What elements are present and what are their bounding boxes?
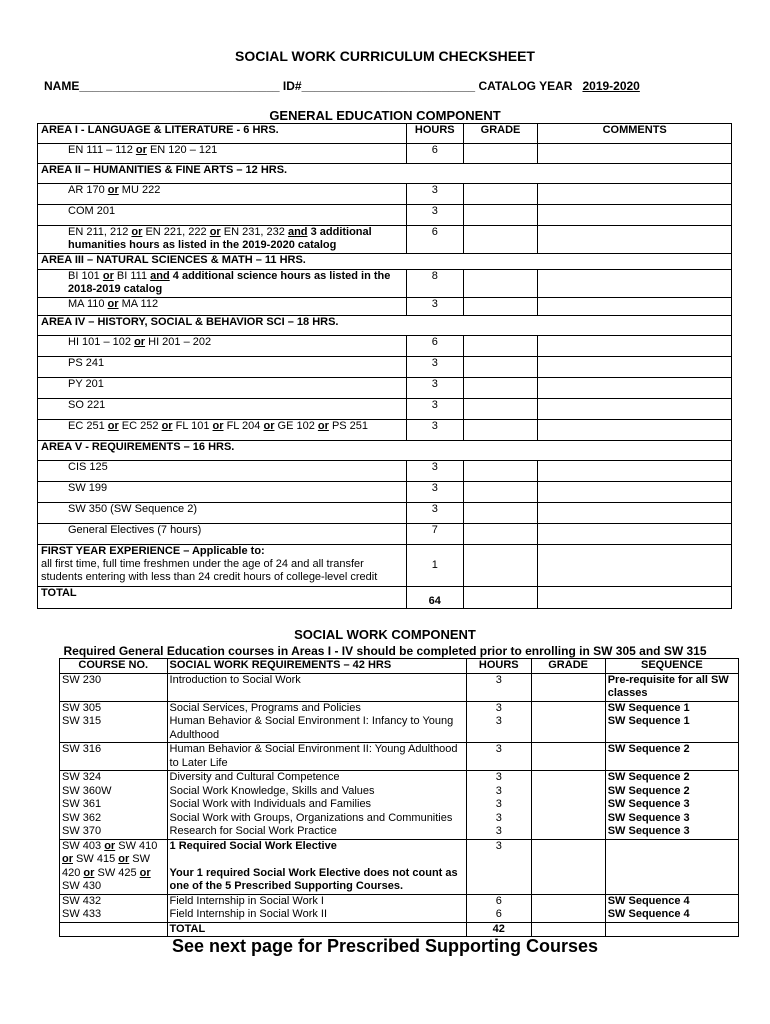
grade-cell[interactable]	[463, 357, 538, 378]
table-row	[38, 357, 732, 378]
grade-cell[interactable]	[463, 298, 538, 316]
table-row	[60, 785, 739, 799]
total-hours: 42	[467, 922, 531, 937]
course-cell: EN 211, 212 or EN 221, 222 or EN 231, 232 and 3 additional humanities hours as listed in the 2019-2020 catalog	[38, 226, 407, 254]
course-cell: General Electives (7 hours)	[38, 524, 407, 545]
sequence-cell	[605, 839, 738, 894]
hours-cell: 3	[406, 503, 463, 524]
comments-cell[interactable]	[538, 226, 732, 254]
table-row	[38, 205, 732, 226]
course-cell: EN 111 – 112 or EN 120 – 121	[38, 144, 407, 164]
course-title: Social Services, Programs and Policies	[167, 701, 467, 715]
comments-cell[interactable]	[538, 399, 732, 420]
area-heading: AREA II – HUMANITIES & FINE ARTS – 12 HRS.	[38, 164, 732, 184]
course-no: SW 230	[60, 673, 168, 701]
comments-cell[interactable]	[538, 336, 732, 357]
hours-cell: 3	[467, 673, 531, 701]
grade-cell[interactable]	[531, 673, 605, 701]
area-row	[38, 164, 732, 184]
course-cell: PY 201	[38, 378, 407, 399]
sequence-cell: SW Sequence 4	[605, 908, 738, 922]
first-year-experience-cell: FIRST YEAR EXPERIENCE – Applicable to: all first time, full time freshmen under the age of 24 and all transfer students entering with less than 24 credit hours of college-level credit	[38, 545, 407, 587]
col-hours-header: HOURS	[467, 659, 531, 674]
course-title: Research for Social Work Practice	[167, 825, 467, 839]
sw-prerequisite-note: Required General Education courses in Areas I - IV should be completed prior to enrolling in SW 305 and SW 315	[63, 644, 707, 658]
course-no: SW 361	[60, 798, 168, 812]
course-no: SW 362	[60, 812, 168, 826]
grade-cell[interactable]	[463, 336, 538, 357]
sw-header-row	[60, 659, 739, 674]
elective-course-options: SW 403 or SW 410 or SW 415 or SW 420 or SW 425 or SW 430	[60, 839, 168, 894]
comments-cell[interactable]	[538, 270, 732, 298]
course-no: SW 432	[60, 894, 168, 908]
hours-cell: 3	[467, 715, 531, 743]
grade-cell[interactable]	[463, 587, 538, 609]
grade-cell[interactable]	[531, 839, 605, 894]
table-row	[38, 144, 732, 164]
course-cell: MA 110 or MA 112	[38, 298, 407, 316]
course-no: SW 360W	[60, 785, 168, 799]
grade-cell[interactable]	[531, 908, 605, 922]
total-hours: 64	[406, 587, 463, 609]
course-cell: HI 101 – 102 or HI 201 – 202	[38, 336, 407, 357]
table-row	[38, 336, 732, 357]
sequence-cell: SW Sequence 3	[605, 798, 738, 812]
course-title: Field Internship in Social Work II	[167, 908, 467, 922]
table-row	[60, 701, 739, 715]
course-cell: SO 221	[38, 399, 407, 420]
comments-cell[interactable]	[538, 420, 732, 441]
grade-cell[interactable]	[531, 825, 605, 839]
total-label: TOTAL	[167, 922, 467, 937]
grade-cell[interactable]	[531, 743, 605, 771]
table-row	[60, 812, 739, 826]
hours-cell: 3	[467, 812, 531, 826]
col-requirements-header: SOCIAL WORK REQUIREMENTS – 42 HRS	[167, 659, 467, 674]
col-grade-header: GRADE	[531, 659, 605, 674]
hours-cell: 3	[467, 771, 531, 785]
course-cell: CIS 125	[38, 461, 407, 482]
table-row	[38, 482, 732, 503]
footer-note: See next page for Prescribed Supporting Courses	[171, 936, 599, 956]
comments-cell[interactable]	[538, 205, 732, 226]
hours-cell: 3	[406, 482, 463, 503]
grade-cell[interactable]	[463, 144, 538, 164]
grade-cell[interactable]	[463, 270, 538, 298]
course-title: Introduction to Social Work	[167, 673, 467, 701]
grade-cell[interactable]	[531, 715, 605, 743]
sequence-cell: SW Sequence 3	[605, 825, 738, 839]
hours-cell: 1	[406, 545, 463, 587]
table-row	[38, 298, 732, 316]
total-label: TOTAL	[38, 587, 407, 609]
grade-cell[interactable]	[463, 420, 538, 441]
grade-cell[interactable]	[463, 482, 538, 503]
table-row	[60, 839, 739, 894]
area-row	[38, 441, 732, 461]
sequence-cell: SW Sequence 1	[605, 715, 738, 743]
comments-cell[interactable]	[538, 378, 732, 399]
sequence-cell: SW Sequence 2	[605, 785, 738, 799]
hours-cell: 3	[406, 420, 463, 441]
total-row	[38, 587, 732, 609]
total-row	[60, 922, 739, 937]
course-cell: SW 350 (SW Sequence 2)	[38, 503, 407, 524]
col-sequence-header: SEQUENCE	[605, 659, 738, 674]
table-row	[38, 399, 732, 420]
sequence-cell: SW Sequence 2	[605, 771, 738, 785]
hours-cell: 3	[406, 184, 463, 205]
hours-cell: 3	[406, 205, 463, 226]
course-title: Field Internship in Social Work I	[167, 894, 467, 908]
hours-cell: 6	[467, 908, 531, 922]
page-title: SOCIAL WORK CURRICULUM CHECKSHEET	[235, 48, 535, 64]
hours-cell: 3	[467, 785, 531, 799]
hours-cell: 6	[406, 144, 463, 164]
col-course-header: COURSE NO.	[60, 659, 168, 674]
course-no: SW 324	[60, 771, 168, 785]
elective-description: 1 Required Social Work Elective Your 1 required Social Work Elective does not count as one of the 5 Prescribed Supporting Courses.	[167, 839, 467, 894]
grade-cell[interactable]	[531, 771, 605, 785]
comments-cell[interactable]	[538, 545, 732, 587]
hours-cell: 3	[467, 701, 531, 715]
table-row	[60, 908, 739, 922]
course-cell: PS 241	[38, 357, 407, 378]
table-row	[38, 270, 732, 298]
comments-cell[interactable]	[538, 144, 732, 164]
student-info-row	[44, 79, 734, 93]
catalog-year-value: 2019-2020	[582, 79, 640, 93]
hours-cell: 3	[406, 378, 463, 399]
col-grade-header: GRADE	[463, 124, 538, 144]
ge-heading: GENERAL EDUCATION COMPONENT	[269, 108, 501, 123]
course-title: Social Work Knowledge, Skills and Values	[167, 785, 467, 799]
grade-cell[interactable]	[531, 798, 605, 812]
hours-cell: 3	[406, 357, 463, 378]
sw-heading: SOCIAL WORK COMPONENT	[294, 627, 476, 642]
grade-cell[interactable]	[463, 524, 538, 545]
grade-cell[interactable]	[531, 701, 605, 715]
table-row	[38, 524, 732, 545]
table-row	[38, 378, 732, 399]
hours-cell: 3	[467, 825, 531, 839]
area-heading: AREA III – NATURAL SCIENCES & MATH – 11 HRS.	[38, 254, 732, 270]
table-row	[60, 715, 739, 743]
sequence-cell: SW Sequence 4	[605, 894, 738, 908]
table-row	[38, 420, 732, 441]
table-row	[60, 771, 739, 785]
hours-cell: 7	[406, 524, 463, 545]
grade-cell[interactable]	[463, 503, 538, 524]
comments-cell[interactable]	[538, 184, 732, 205]
area-heading: AREA V - REQUIREMENTS – 16 HRS.	[38, 441, 732, 461]
course-no: SW 315	[60, 715, 168, 743]
grade-cell[interactable]	[531, 785, 605, 799]
course-title: Social Work with Groups, Organizations and Communities	[167, 812, 467, 826]
grade-cell[interactable]	[531, 922, 605, 937]
social-work-table	[59, 658, 739, 937]
comments-cell[interactable]	[538, 357, 732, 378]
table-row	[60, 743, 739, 771]
comments-cell[interactable]	[538, 298, 732, 316]
grade-cell[interactable]	[531, 894, 605, 908]
course-title: Social Work with Individuals and Families	[167, 798, 467, 812]
table-row	[38, 184, 732, 205]
course-title: Human Behavior & Social Environment II: Young Adulthood to Later Life	[167, 743, 467, 771]
area-heading: AREA IV – HISTORY, SOCIAL & BEHAVIOR SCI – 18 HRS.	[38, 316, 732, 336]
comments-cell[interactable]	[538, 587, 732, 609]
comments-cell[interactable]	[538, 524, 732, 545]
grade-cell[interactable]	[463, 399, 538, 420]
hours-cell: 6	[406, 226, 463, 254]
table-row	[60, 673, 739, 701]
course-title: Diversity and Cultural Competence	[167, 771, 467, 785]
course-no: SW 433	[60, 908, 168, 922]
id-field[interactable]: ID#__________________________	[282, 79, 476, 93]
course-cell: EC 251 or EC 252 or FL 101 or FL 204 or GE 102 or PS 251	[38, 420, 407, 441]
col-comments-header: COMMENTS	[538, 124, 732, 144]
table-row	[60, 825, 739, 839]
comments-cell[interactable]	[538, 503, 732, 524]
table-row	[38, 545, 732, 587]
hours-cell: 3	[406, 399, 463, 420]
hours-cell: 3	[467, 798, 531, 812]
grade-cell[interactable]	[463, 378, 538, 399]
course-no: SW 370	[60, 825, 168, 839]
grade-cell[interactable]	[463, 461, 538, 482]
course-cell: BI 101 or BI 111 and 4 additional science hours as listed in the 2018-2019 catalog	[38, 270, 407, 298]
general-education-table	[37, 123, 732, 609]
hours-cell: 6	[467, 894, 531, 908]
grade-cell[interactable]	[463, 226, 538, 254]
hours-cell: 3	[467, 743, 531, 771]
hours-cell: 8	[406, 270, 463, 298]
grade-cell[interactable]	[463, 545, 538, 587]
grade-cell[interactable]	[531, 812, 605, 826]
comments-cell[interactable]	[538, 482, 732, 503]
sequence-cell: SW Sequence 3	[605, 812, 738, 826]
course-cell: SW 199	[38, 482, 407, 503]
comments-cell[interactable]	[538, 461, 732, 482]
hours-cell: 3	[467, 839, 531, 894]
area-row	[38, 316, 732, 336]
hours-cell: 3	[406, 298, 463, 316]
table-row	[60, 894, 739, 908]
course-cell: AR 170 or MU 222	[38, 184, 407, 205]
sequence-cell: SW Sequence 1	[605, 701, 738, 715]
catalog-year-label: CATALOG YEAR	[478, 79, 573, 93]
area-row	[38, 254, 732, 270]
hours-cell: 6	[406, 336, 463, 357]
hours-cell: 3	[406, 461, 463, 482]
course-title: Human Behavior & Social Environment I: Infancy to Young Adulthood	[167, 715, 467, 743]
grade-cell[interactable]	[463, 205, 538, 226]
grade-cell[interactable]	[463, 184, 538, 205]
course-no: SW 316	[60, 743, 168, 771]
ge-header-row	[38, 124, 732, 144]
table-row	[38, 226, 732, 254]
course-no: SW 305	[60, 701, 168, 715]
sequence-cell: Pre-requisite for all SW classes	[605, 673, 738, 701]
area-heading: AREA I - LANGUAGE & LITERATURE - 6 HRS.	[38, 124, 407, 144]
course-cell: COM 201	[38, 205, 407, 226]
table-row	[38, 461, 732, 482]
col-hours-header: HOURS	[406, 124, 463, 144]
sequence-cell: SW Sequence 2	[605, 743, 738, 771]
table-row	[60, 798, 739, 812]
table-row	[38, 503, 732, 524]
name-field[interactable]: NAME______________________________	[44, 79, 280, 93]
